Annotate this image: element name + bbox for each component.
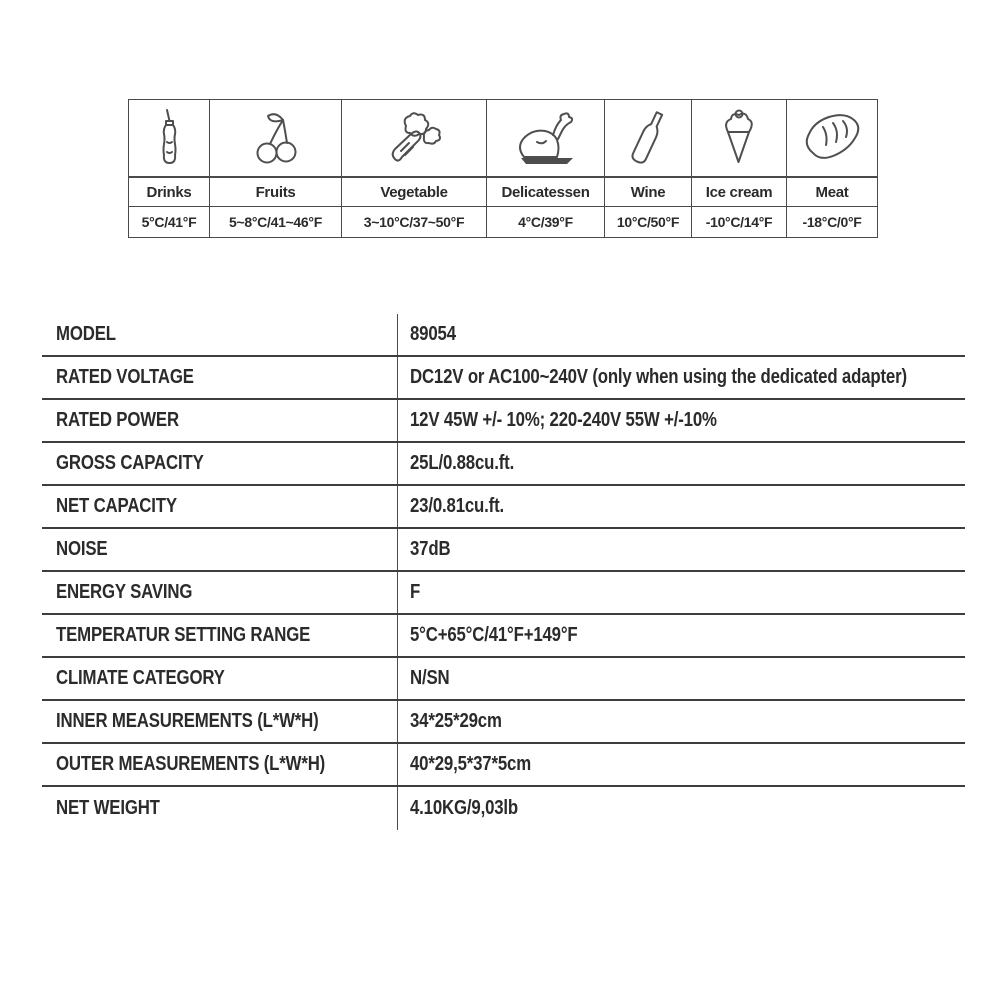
spec-label-energy-saving: ENERGY SAVING [56, 581, 193, 603]
spec-label-outer-measurements: OUTER MEASUREMENTS (L*W*H) [56, 753, 326, 775]
spec-row-energy-saving [42, 572, 965, 615]
spec-value-rated-power: 12V 45W +/- 10%; 220-240V 55W +/-10% [410, 409, 717, 431]
roast-chicken-icon [511, 109, 581, 167]
fruits-icon-cell [210, 100, 341, 176]
storage-column-fruits [210, 100, 342, 237]
spec-label-gross-capacity: GROSS CAPACITY [56, 452, 204, 474]
storage-temp-drinks: 5°C/41°F [129, 206, 209, 237]
storage-name-drinks: Drinks [129, 176, 209, 206]
spec-value-temperature-setting-range: 5°C+65°C/41°F+149°F [410, 624, 578, 646]
storage-temp-ice-cream: -10°C/14°F [692, 206, 786, 237]
spec-value-inner-measurements: 34*25*29cm [410, 710, 502, 732]
spec-row-climate-category [42, 658, 965, 701]
spec-row-inner-measurements [42, 701, 965, 744]
storage-temp-meat: -18°C/0°F [787, 206, 877, 237]
spec-row-net-weight [42, 787, 965, 830]
storage-column-delicatessen [487, 100, 605, 237]
storage-temperature-table [128, 99, 878, 238]
drinks-bottle-icon [155, 108, 183, 168]
spec-value-rated-voltage: DC12V or AC100~240V (only when using the dedicated adapter) [410, 366, 907, 388]
spec-value-noise: 37dB [410, 538, 451, 560]
storage-name-meat: Meat [787, 176, 877, 206]
spec-row-temperature-setting-range [42, 615, 965, 658]
spec-label-model: MODEL [56, 323, 116, 345]
spec-label-rated-voltage: RATED VOLTAGE [56, 366, 194, 388]
storage-column-ice-cream [692, 100, 787, 237]
vegetable-icon [384, 110, 444, 166]
drinks-icon-cell [129, 100, 209, 176]
delicatessen-icon-cell [487, 100, 604, 176]
spec-row-model [42, 314, 965, 357]
spec-label-rated-power: RATED POWER [56, 409, 179, 431]
ice-cream-icon-cell [692, 100, 786, 176]
spec-value-model: 89054 [410, 323, 456, 345]
storage-name-fruits: Fruits [210, 176, 341, 206]
spec-value-outer-measurements: 40*29,5*37*5cm [410, 753, 531, 775]
wine-bottle-icon [623, 107, 673, 169]
storage-temp-fruits: 5~8°C/41~46°F [210, 206, 341, 237]
spec-label-noise: NOISE [56, 538, 108, 560]
spec-label-climate-category: CLIMATE CATEGORY [56, 667, 225, 689]
storage-column-drinks [129, 100, 210, 237]
spec-row-rated-power [42, 400, 965, 443]
storage-column-vegetable [342, 100, 487, 237]
specification-table [42, 314, 965, 830]
spec-value-energy-saving: F [410, 581, 421, 603]
spec-row-net-capacity [42, 486, 965, 529]
spec-label-net-capacity: NET CAPACITY [56, 495, 177, 517]
storage-temp-wine: 10°C/50°F [605, 206, 691, 237]
spec-value-net-weight: 4.10KG/9,03lb [410, 797, 519, 819]
spec-label-net-weight: NET WEIGHT [56, 797, 160, 819]
storage-name-vegetable: Vegetable [342, 176, 486, 206]
spec-value-climate-category: N/SN [410, 667, 450, 689]
spec-value-net-capacity: 23/0.81cu.ft. [410, 495, 505, 517]
storage-temp-vegetable: 3~10°C/37~50°F [342, 206, 486, 237]
cherries-icon [248, 109, 304, 167]
storage-name-delicatessen: Delicatessen [487, 176, 604, 206]
spec-row-noise [42, 529, 965, 572]
storage-column-meat [787, 100, 877, 237]
vegetable-icon-cell [342, 100, 486, 176]
spec-value-gross-capacity: 25L/0.88cu.ft. [410, 452, 515, 474]
storage-column-wine [605, 100, 692, 237]
storage-name-ice-cream: Ice cream [692, 176, 786, 206]
spec-label-temperature-setting-range: TEMPERATUR SETTING RANGE [56, 624, 311, 646]
spec-label-inner-measurements: INNER MEASUREMENTS (L*W*H) [56, 710, 319, 732]
storage-name-wine: Wine [605, 176, 691, 206]
meat-icon-cell [787, 100, 877, 176]
spec-row-rated-voltage [42, 357, 965, 400]
wine-icon-cell [605, 100, 691, 176]
storage-temp-delicatessen: 4°C/39°F [487, 206, 604, 237]
spec-row-outer-measurements [42, 744, 965, 787]
spec-row-gross-capacity [42, 443, 965, 486]
meat-steak-icon [800, 110, 864, 166]
ice-cream-icon [718, 108, 760, 168]
